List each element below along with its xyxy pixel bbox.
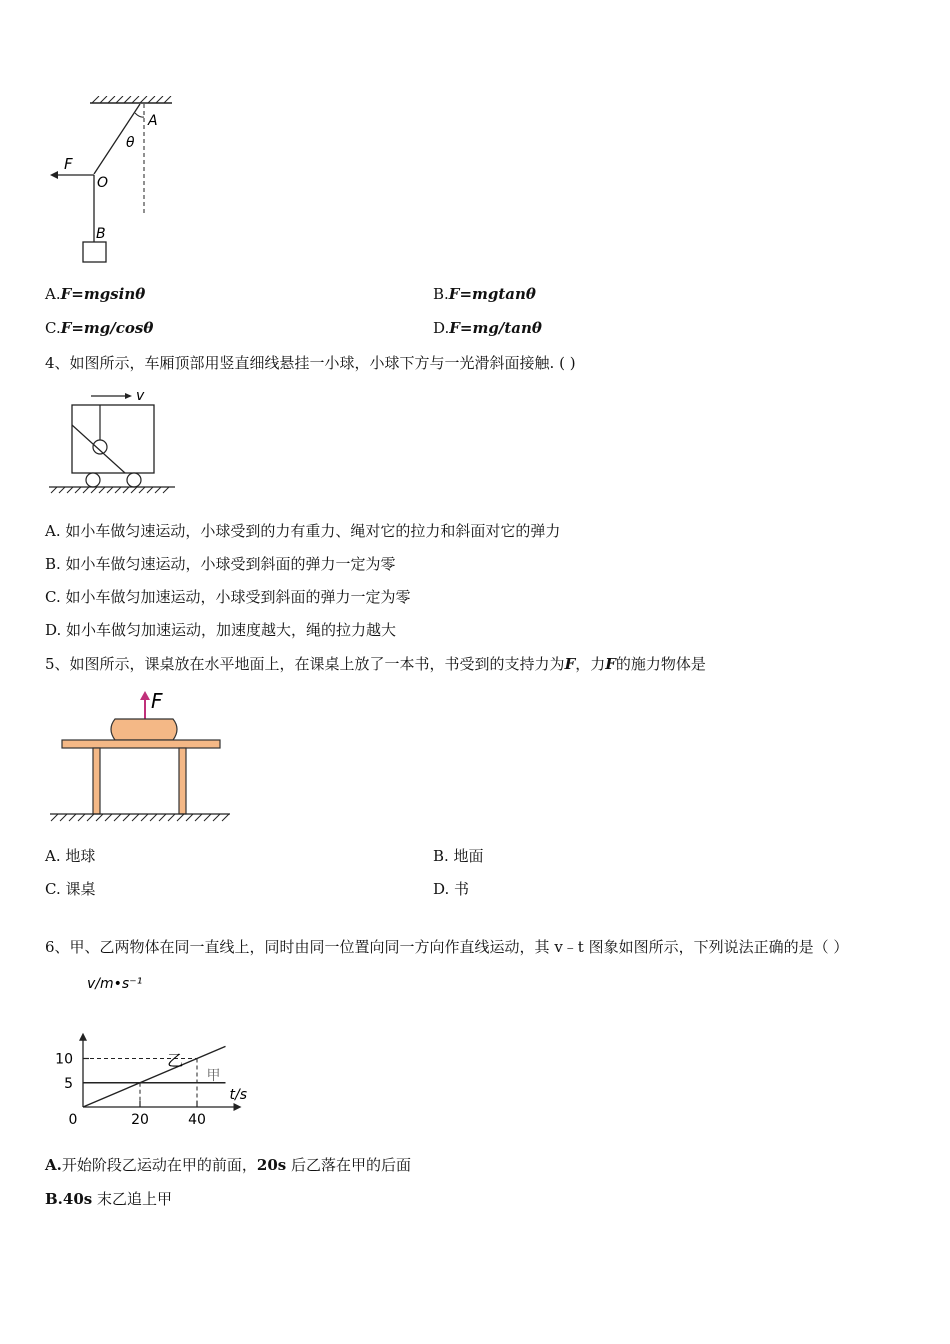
ground-hatch: [51, 487, 169, 493]
option-text: 开始阶段乙运动在甲的前面，: [61, 1156, 257, 1174]
series-line-yi: [83, 1046, 226, 1107]
y-axis-arrow: [79, 1033, 87, 1041]
stem-symbol-F: F: [564, 655, 576, 673]
velocity-arrow-head: [125, 393, 132, 399]
option-letter: D.: [433, 319, 450, 337]
q4-figure: [45, 385, 185, 495]
q4-option-b: B. 如小车做匀速运动，小球受到斜面的弹力一定为零: [45, 555, 396, 573]
x-tick-label: 0: [68, 1112, 78, 1128]
x-axis-label: t/s: [229, 1087, 247, 1103]
q6-option-b: [45, 1189, 172, 1209]
series-label-jia: 甲: [206, 1067, 221, 1084]
label-F: F: [64, 155, 73, 173]
q4-option-c: C. 如小车做匀加速运动，小球受到斜面的弹力一定为零: [45, 588, 411, 606]
q3-option-b: [433, 284, 536, 304]
q3-figure: [40, 96, 190, 268]
q5-stem: [45, 654, 706, 674]
option-letter: B.: [433, 285, 449, 303]
y-tick-label: 10: [55, 1051, 73, 1068]
ball: [93, 440, 107, 454]
q4-option-a: A. 如小车做匀速运动，小球受到的力有重力、绳对它的拉力和斜面对它的弹力: [45, 522, 561, 540]
label-v: v: [136, 388, 145, 404]
q4-stem: 4、如图所示，车厢顶部用竖直细线悬挂一小球，小球下方与一光滑斜面接触. ( ): [45, 354, 576, 372]
desk-top: [62, 740, 220, 748]
ceiling-hatch: [92, 96, 171, 103]
option-formula: F=mgsinθ: [60, 285, 146, 303]
option-formula: F=mgtanθ: [448, 285, 536, 303]
q5-option-b: B. 地面: [433, 847, 484, 865]
arrow-head: [50, 171, 58, 179]
x-tick-label: 40: [188, 1112, 206, 1128]
q3-option-c: [45, 318, 153, 338]
option-bold-text: 20s: [256, 1156, 287, 1174]
label-B: B: [96, 226, 106, 242]
q3-option-d: [433, 318, 542, 338]
option-text: 后乙落在甲的后面: [286, 1156, 411, 1174]
label-theta: θ: [126, 135, 135, 151]
q5-option-d: D. 书: [433, 880, 470, 898]
q4-option-d: D. 如小车做匀加速运动，加速度越大，绳的拉力越大: [45, 621, 397, 639]
floor-hatch: [51, 814, 229, 821]
stem-text: 的施力物体是: [615, 655, 706, 673]
desk-leg-left: [93, 748, 100, 814]
q5-option-c: C. 课桌: [45, 880, 96, 898]
option-formula: F=mg/tanθ: [449, 319, 542, 337]
stem-text: 5、如图所示，课桌放在水平地面上，在课桌上放了一本书，书受到的支持力为: [45, 655, 565, 673]
support-force-arrow-head: [140, 691, 150, 700]
stem-symbol-F: F: [605, 655, 616, 673]
wheel-left: [86, 473, 100, 487]
vt-chart: [40, 968, 280, 1130]
series-label-yi: 乙: [167, 1050, 184, 1070]
q3-option-a: [45, 284, 145, 304]
q6-stem: 6、甲、乙两物体在同一直线上，同时由同一位置向同一方向作直线运动，其 v﹣t 图象如图所示，下列说法正确的是（ ）: [45, 938, 849, 956]
option-text: 末乙追上甲: [92, 1190, 173, 1208]
label-A: A: [148, 113, 158, 129]
y-tick-label: 5: [64, 1075, 73, 1092]
option-bold-text: B.40s: [45, 1190, 93, 1208]
option-formula: F=mg/cosθ: [60, 319, 154, 337]
q5-figure: [45, 686, 240, 824]
option-letter: C.: [45, 319, 61, 337]
y-axis-label: v/m•s⁻¹: [87, 976, 143, 992]
x-tick-label: 20: [131, 1112, 149, 1128]
block-B: [83, 242, 106, 262]
label-O: O: [97, 175, 109, 191]
wheel-right: [127, 473, 141, 487]
x-axis-arrow: [234, 1103, 242, 1111]
desk-leg-right: [179, 748, 186, 814]
option-letter: A.: [45, 285, 61, 303]
option-letter: A.: [45, 1156, 62, 1174]
theta-arc: [135, 113, 144, 117]
stem-text: ，力: [575, 655, 606, 673]
q6-option-a: [45, 1155, 411, 1175]
book: [111, 719, 177, 740]
label-F: F: [151, 689, 163, 713]
q5-option-a: A. 地球: [45, 847, 96, 865]
